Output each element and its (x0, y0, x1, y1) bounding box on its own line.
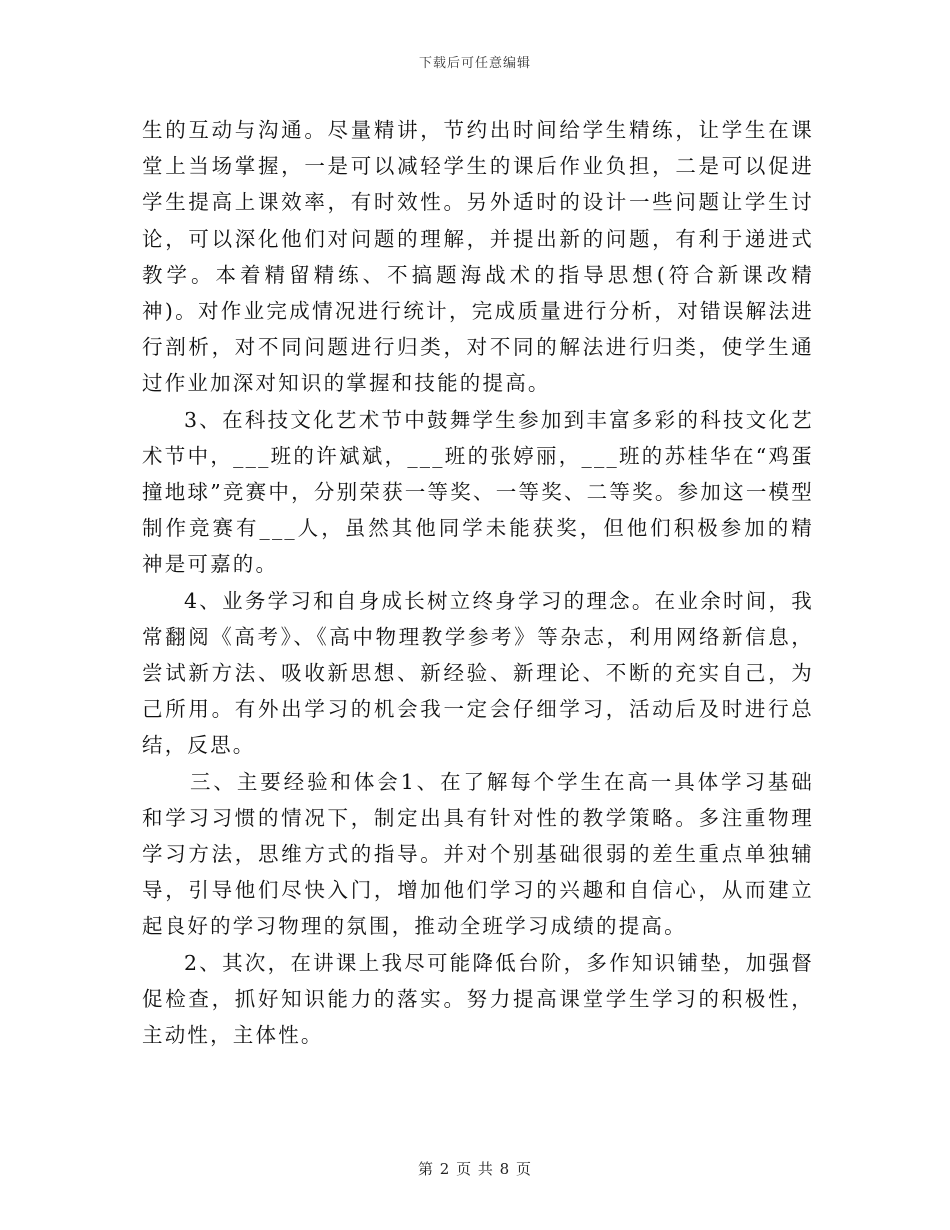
page-number: 第 2 页 共 8 页 (418, 1160, 532, 1178)
document-body (142, 112, 814, 1053)
paragraph-continuation: 生的互动与沟通。尽量精讲，节约出时间给学生精练，让学生在课堂上当场掌握，一是可以减轻学生的课后作业负担，二是可以促进学生提高上课效率，有时效性。另外适时的设计一些问题让学生讨论，可以深化他们对问题的理解，并提出新的问题，有利于递进式教学。本着精留精练、不搞题海战术的指导思想(符合新课改精神)。对作业完成情况进行统计，完成质量进行分析，对错误解法进行剖析，对不同问题进行归类，对不同的解法进行归类，使学生通过作业加深对知识的掌握和技能的提高。 (142, 118, 814, 396)
header-note: 下载后可任意编辑 (418, 56, 531, 71)
paragraph-item-3: 3、在科技文化艺术节中鼓舞学生参加到丰富多彩的科技文化艺术节中，___班的许斌斌，___班的张婷丽，___班的苏桂华在“鸡蛋撞地球”竞赛中，分别荣获一等奖、一等奖、二等奖。参加这一模型制作竞赛有___人，虽然其他同学未能获奖，但他们积极参加的精神是可嘉的。 (142, 407, 814, 577)
paragraph-item-4: 4、业务学习和自身成长树立终身学习的理念。在业余时间，我常翻阅《高考》、《高中物理教学参考》等杂志，利用网络新信息，尝试新方法、吸收新思想、新经验、新理论、不断的充实自己，为己所用。有外出学习的机会我一定会仔细学习，活动后及时进行总结，反思。 (142, 588, 814, 758)
paragraph-section-3: 三、主要经验和体会1、在了解每个学生在高一具体学习基础和学习习惯的情况下，制定出具有针对性的教学策略。多注重物理学习方法，思维方式的指导。并对个别基础很弱的差生重点单独辅导，引导他们尽快入门，增加他们学习的兴趣和自信心，从而建立起良好的学习物理的氛围，推动全班学习成绩的提高。 (142, 769, 814, 939)
paragraph-item-2: 2、其次，在讲课上我尽可能降低台阶，多作知识铺垫，加强督促检查，抓好知识能力的落实。努力提高课堂学生学习的积极性，主动性，主体性。 (142, 950, 814, 1048)
